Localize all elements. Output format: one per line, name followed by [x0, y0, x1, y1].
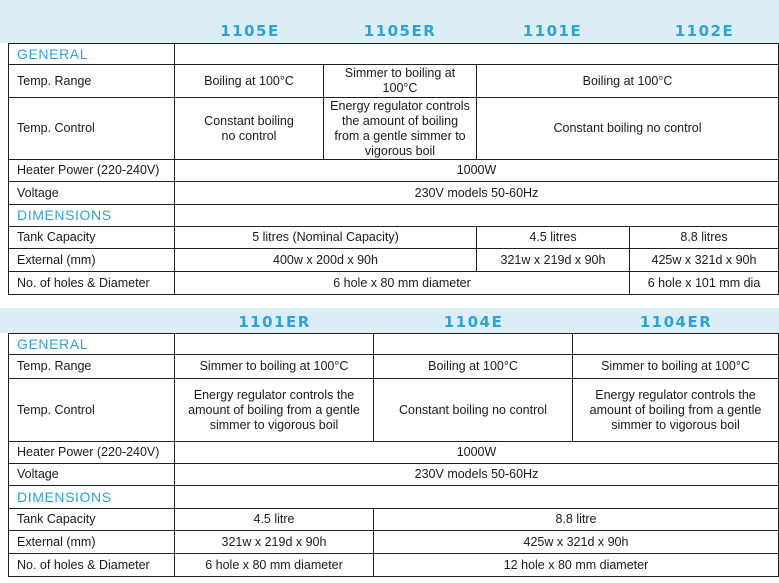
tank-capacity-1104: 8.8 litre [374, 509, 779, 531]
voltage-value-2: 230V models 50-60Hz [175, 464, 779, 486]
external-1101er: 321w x 219d x 90h [175, 531, 374, 554]
external-1104: 425w x 321d x 90h [374, 531, 779, 554]
section-general-2-fill-a [175, 333, 374, 355]
temp-range-1105er: Simmer to boiling at 100°C [324, 65, 477, 98]
temp-range-1101er: Simmer to boiling at 100°C [175, 355, 374, 379]
model-1104e: 1104E [443, 313, 504, 331]
model-1105e: 1105E [220, 22, 280, 40]
temp-control-1101e-1102e: Constant boiling no control [477, 98, 779, 160]
section-general-2-fill-c [573, 333, 779, 355]
row-label-holes-2: No. of holes & Diameter [8, 554, 175, 577]
temp-range-1105e: Boiling at 100°C [175, 65, 324, 98]
row-label-temp-control: Temp. Control [8, 98, 175, 160]
tank-capacity-1102e: 8.8 litres [630, 227, 779, 249]
section-general-2-fill-b [374, 333, 573, 355]
holes-1105-1101e: 6 hole x 80 mm diameter [175, 272, 630, 295]
temp-control-1105er: Energy regulator controls the amount of boiling from a gentle simmer to vigorous boil [324, 98, 477, 160]
row-label-holes: No. of holes & Diameter [8, 272, 175, 295]
section-general: GENERAL [8, 43, 175, 65]
external-1102e: 425w x 321d x 90h [630, 249, 779, 272]
row-label-temp-control-2: Temp. Control [8, 379, 175, 442]
model-1101er: 1101ER [238, 313, 311, 331]
section-general-fill [175, 43, 779, 65]
row-label-temp-range-2: Temp. Range [8, 355, 175, 379]
tank-capacity-1105: 5 litres (Nominal Capacity) [175, 227, 477, 249]
holes-1104: 12 hole x 80 mm diameter [374, 554, 779, 577]
row-label-external: External (mm) [8, 249, 175, 272]
row-label-tank-capacity: Tank Capacity [8, 227, 175, 249]
temp-range-1104e: Boiling at 100°C [374, 355, 573, 379]
voltage-value: 230V models 50-60Hz [175, 182, 779, 205]
holes-1102e: 6 hole x 101 mm dia [630, 272, 779, 295]
row-label-voltage-2: Voltage [8, 464, 175, 486]
external-1101e: 321w x 219d x 90h [477, 249, 630, 272]
temp-control-1104e: Constant boiling no control [374, 379, 573, 442]
section-dimensions-2: DIMENSIONS [8, 486, 175, 509]
row-label-heater-power: Heater Power (220-240V) [8, 160, 175, 182]
row-label-temp-range: Temp. Range [8, 65, 175, 98]
section-dimensions: DIMENSIONS [8, 205, 175, 227]
heater-power-value-2: 1000W [175, 442, 779, 464]
temp-control-1104er: Energy regulator controls the amount of boiling from a gentle simmer to vigorous boil [573, 379, 779, 442]
model-1101e: 1101E [522, 22, 583, 40]
row-label-voltage: Voltage [8, 182, 175, 205]
section-dimensions-fill [175, 205, 779, 227]
heater-power-value: 1000W [175, 160, 779, 182]
model-1102e: 1102E [674, 22, 735, 40]
temp-range-1101e-1102e: Boiling at 100°C [477, 65, 779, 98]
section-dimensions-2-fill [175, 486, 779, 509]
section-general-2: GENERAL [8, 333, 175, 355]
row-label-heater-power-2: Heater Power (220-240V) [8, 442, 175, 464]
row-label-tank-capacity-2: Tank Capacity [8, 509, 175, 531]
external-1105: 400w x 200d x 90h [175, 249, 477, 272]
tank-capacity-1101er: 4.5 litre [175, 509, 374, 531]
temp-control-1101er: Energy regulator controls the amount of boiling from a gentle simmer to vigorous boil [175, 379, 374, 442]
holes-1101er: 6 hole x 80 mm diameter [175, 554, 374, 577]
model-1105er: 1105ER [363, 22, 437, 40]
row-label-external-2: External (mm) [8, 531, 175, 554]
tank-capacity-1101e: 4.5 litres [477, 227, 630, 249]
temp-range-1104er: Simmer to boiling at 100°C [573, 355, 779, 379]
model-1104er: 1104ER [639, 313, 713, 331]
temp-control-1105e: Constant boiling no control [175, 98, 324, 160]
